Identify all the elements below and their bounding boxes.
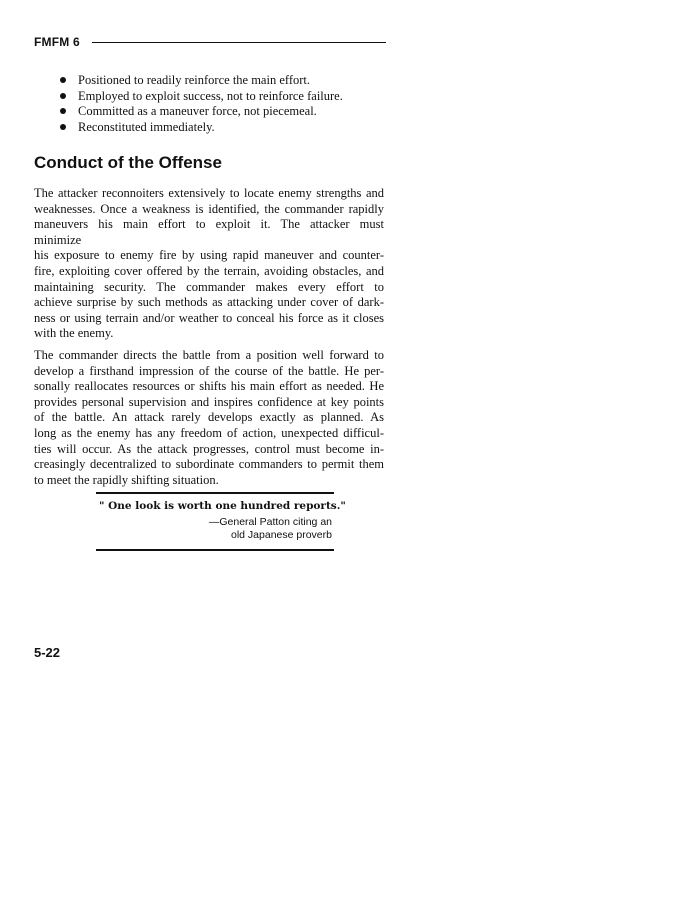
paragraph-battle-direction <box>34 348 384 488</box>
text-line: fire, exploiting cover offered by the terrain, avoiding obstacles, and <box>34 263 384 278</box>
text-line: maneuvers his main effort to exploit it. The attacker must <box>34 217 384 232</box>
text-line: of the battle. An attack rarely develops exactly as planned. As <box>34 410 384 425</box>
bullet-item <box>60 120 390 136</box>
text-line: to meet the rapidly shifting situation. <box>34 472 219 487</box>
text-line: ties will occur. As the attack progresses, control must become in- <box>34 441 384 456</box>
bullet-list <box>60 73 390 135</box>
text-line: long as the enemy has any freedom of action, unexpected difficul- <box>34 425 384 440</box>
section-heading: Conduct of the Offense <box>34 153 222 172</box>
bullet-text: Positioned to readily reinforce the main effort. <box>78 73 310 87</box>
page-number: 5-22 <box>34 645 61 660</box>
quote-attribution <box>209 516 332 542</box>
bullet-text: Reconstituted immediately. <box>78 119 215 134</box>
text-line: The attacker reconnoiters extensively to locate enemy strengths and <box>34 186 384 200</box>
text-line: achieve surprise by such methods as attacking under cover of dark- <box>34 295 384 310</box>
bullet-text: Committed as a maneuver force, not piecemeal. <box>78 104 317 118</box>
bullet-icon <box>60 93 66 99</box>
attribution-line: old Japanese proverb <box>231 529 332 541</box>
text-line: ness or using terrain and/or weather to conceal his force as it closes <box>34 310 384 325</box>
bullet-item <box>60 104 390 120</box>
text-line: provides personal supervision and inspires confidence at key points <box>34 394 384 409</box>
quote-text: " One look is worth one hundred reports." <box>99 500 346 512</box>
text-line: with the enemy. <box>34 326 114 341</box>
attribution-line: —General Patton citing an <box>208 516 332 528</box>
bullet-icon <box>60 77 66 83</box>
manual-label: FMFM 6 <box>34 35 80 49</box>
text-line: his exposure to enemy fire by using rapid maneuver and counter- <box>34 248 384 263</box>
text-line: sonally reallocates resources or shifts his main effort as needed. He <box>34 379 384 394</box>
text-line: The commander directs the battle from a position well forward to <box>34 348 384 362</box>
header-rule <box>92 42 386 43</box>
text-line: minimize <box>34 232 82 247</box>
text-line: weaknesses. Once a weakness is identified, the commander rapidly <box>34 201 384 216</box>
running-header <box>34 34 386 50</box>
bullet-item <box>60 89 390 105</box>
text-line: maintaining security. The commander makes every effort to <box>34 279 384 294</box>
bullet-icon <box>60 108 66 114</box>
bullet-item <box>60 73 390 89</box>
text-line: develop a firsthand impression of the course of the battle. He per- <box>34 363 384 378</box>
paragraph-reconnaissance <box>34 186 384 342</box>
bullet-icon <box>60 124 66 130</box>
pull-quote <box>96 492 346 551</box>
bullet-text: Employed to exploit success, not to reinforce failure. <box>78 88 343 103</box>
text-line: creasingly decentralized to subordinate commanders to permit them <box>34 457 384 472</box>
